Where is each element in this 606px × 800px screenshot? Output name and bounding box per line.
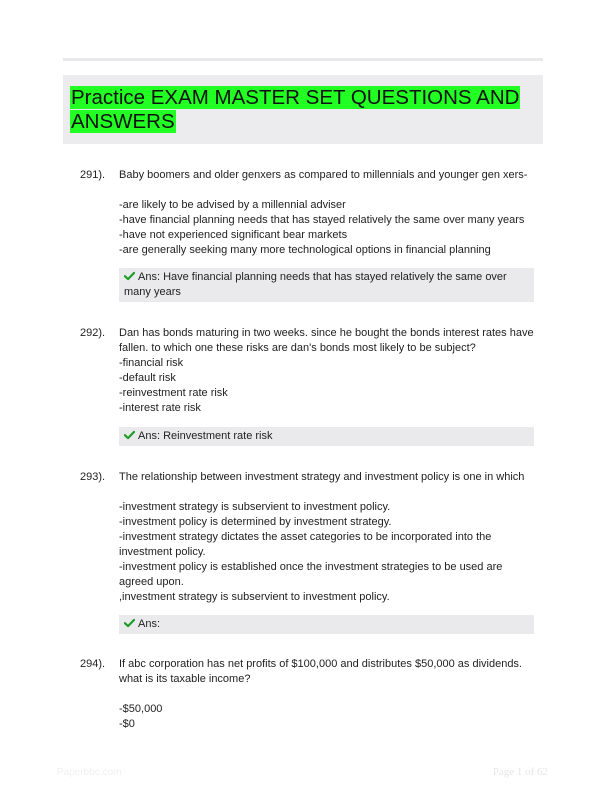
question-number: 292). <box>80 327 106 339</box>
question-body <box>119 657 534 732</box>
checkmark-icon <box>124 430 135 440</box>
question-option: -$0 <box>119 718 135 730</box>
question-line: The relationship between investment strategy and investment policy is one in which <box>119 471 525 483</box>
answer-text: Ans: Reinvestment rate risk <box>138 430 273 442</box>
question-line: Dan has bonds maturing in two weeks. since he bought the bonds interest rates have fallen. to which one these risks are dan's bonds most likely to be subject? <box>119 327 534 354</box>
question-option: -$50,000 <box>119 703 163 715</box>
question-option: ,investment strategy is subservient to investment policy. <box>119 591 390 603</box>
answer-text: Ans: Have financial planning needs that has stayed relatively the same over many years <box>124 271 507 298</box>
question-line-gap <box>119 687 534 702</box>
answer-text: Ans: <box>138 618 161 630</box>
question-option: -reinvestment rate risk <box>119 387 228 399</box>
question-option: -investment strategy is subservient to investment policy. <box>119 501 391 513</box>
question-option: -default risk <box>119 372 176 384</box>
question-option: -are generally seeking many more technological options in financial planning <box>119 244 491 256</box>
question-option: -are likely to be advised by a millennial adviser <box>119 199 346 211</box>
answer-box <box>119 615 534 634</box>
question-option: -have not experienced significant bear markets <box>119 229 348 241</box>
answer-box <box>119 268 534 302</box>
question-number: 294). <box>80 658 106 670</box>
question-body <box>119 326 534 416</box>
question-body <box>119 168 534 258</box>
question-option: -financial risk <box>119 357 184 369</box>
answer-box <box>119 427 534 446</box>
question-body <box>119 470 534 605</box>
question-line: Baby boomers and older genxers as compared to millennials and younger gen xers- <box>119 169 528 181</box>
question-line: If abc corporation has net profits of $100,000 and distributes $50,000 as dividends. what is its taxable income? <box>119 658 522 685</box>
question-line-gap <box>119 183 534 198</box>
question-option: -investment strategy dictates the asset categories to be incorporated into the investment policy. <box>119 531 492 558</box>
checkmark-icon <box>124 618 135 628</box>
question-option: -investment policy is determined by investment strategy. <box>119 516 392 528</box>
question-number: 291). <box>80 169 106 181</box>
footer-site: Paperbbc.com <box>57 767 122 778</box>
checkmark-icon <box>124 271 135 281</box>
question-option: -have financial planning needs that has stayed relatively the same over many years <box>119 214 525 226</box>
page-title: Practice EXAM MASTER SET QUESTIONS AND ANSWERS <box>71 86 520 133</box>
page-number: Page 1 of 62 <box>492 766 548 778</box>
top-divider <box>63 58 543 61</box>
question-option: -interest rate risk <box>119 402 201 414</box>
question-line-gap <box>119 485 534 500</box>
question-number: 293). <box>80 471 106 483</box>
question-option: -investment policy is established once the investment strategies to be used are agreed upon. <box>119 561 503 588</box>
